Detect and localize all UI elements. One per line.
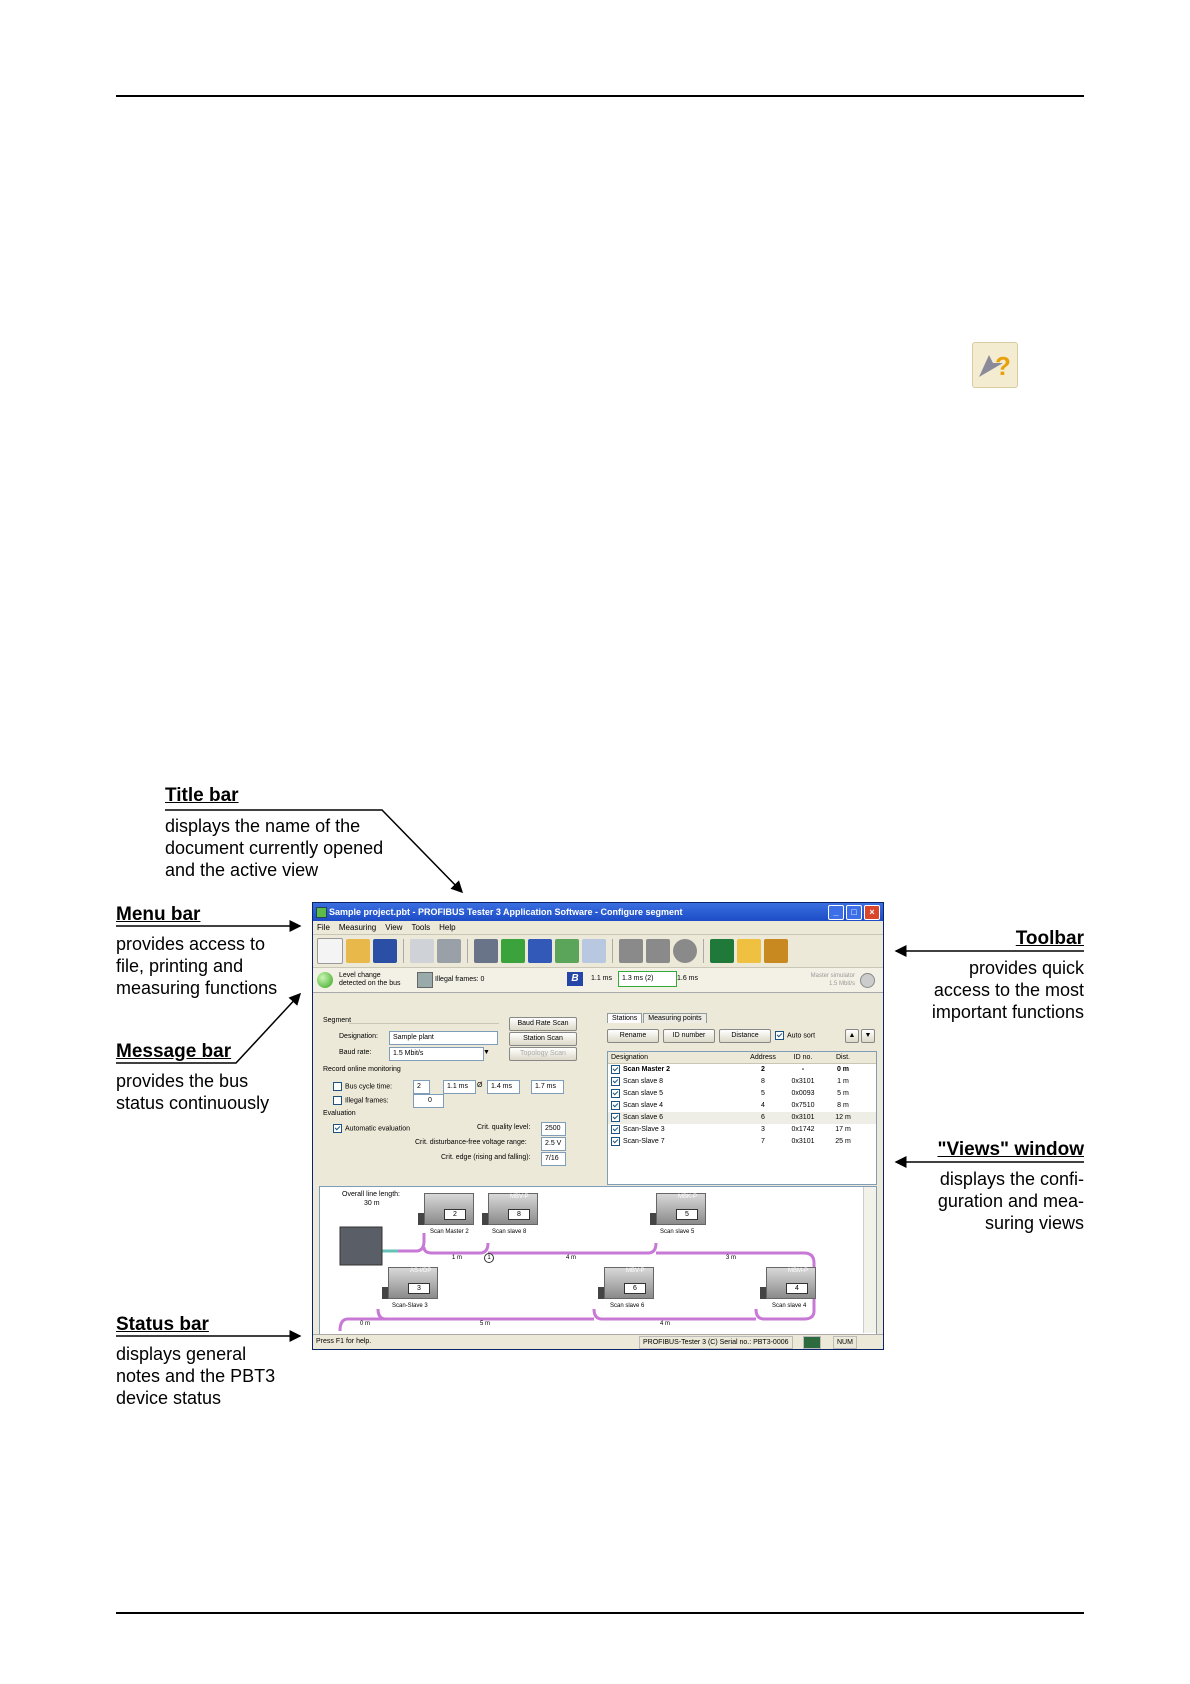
title-bar[interactable] — [313, 903, 883, 921]
new-icon[interactable] — [317, 938, 343, 964]
oscilloscope-icon[interactable] — [528, 939, 552, 963]
table-row[interactable]: Scan slave 5 5 0x0093 5 m — [608, 1088, 876, 1100]
device-scan-slave-3[interactable]: AS-i/DP 3 — [382, 1265, 436, 1305]
baud-rate-scan-button[interactable]: Baud Rate Scan — [509, 1017, 577, 1031]
chevron-down-icon[interactable]: ▼ — [483, 1049, 490, 1056]
cycle-min: 1.1 ms — [591, 975, 613, 982]
level-change-text-2: detected on the bus — [339, 980, 401, 987]
message-bar — [313, 968, 883, 993]
device-status-icon — [803, 1336, 821, 1349]
illegal-frames-value: 0 — [413, 1094, 444, 1108]
distance-label: 4 m — [660, 1321, 671, 1327]
tab-stations[interactable]: Stations — [607, 1013, 642, 1023]
device-name: Scan slave 5 — [660, 1229, 695, 1235]
device-name: Scan Master 2 — [430, 1229, 469, 1235]
minimize-button[interactable]: _ — [828, 905, 844, 920]
master-simulator: Master simulator 1.5 Mbit/s — [810, 973, 855, 987]
title-bar-heading: Title bar — [165, 785, 239, 806]
bus-cable — [320, 1187, 860, 1335]
crit-quality-input[interactable]: 2500 — [541, 1122, 566, 1136]
bus-cycle-checkbox[interactable] — [333, 1082, 342, 1091]
print-preview-icon[interactable] — [410, 939, 434, 963]
toolbar-heading: Toolbar — [1015, 928, 1084, 949]
illegal-frames-label: Illegal frames: — [333, 1096, 389, 1105]
col-id[interactable]: ID no. — [793, 1054, 813, 1061]
table-row[interactable]: Scan-Slave 3 3 0x1742 17 m — [608, 1124, 876, 1136]
segment-section: Segment — [323, 1017, 352, 1024]
status-help-text: Press F1 for help. — [316, 1338, 372, 1345]
max-value: 1.7 ms — [531, 1080, 564, 1094]
station-scan-button[interactable]: Station Scan — [509, 1032, 577, 1046]
device-scan-slave-8[interactable]: MBV-P 8 — [482, 1191, 536, 1231]
window-title: Sample project.pbt - PROFIBUS Tester 3 Application Software - Configure segment — [329, 907, 683, 917]
auto-eval-label: Automatic evaluation — [333, 1124, 410, 1133]
probe-icon[interactable] — [619, 939, 643, 963]
bus-rec-icon: B — [567, 972, 583, 986]
menu-measuring[interactable]: Measuring — [338, 923, 377, 932]
message-bar-desc: provides the bus status continuously — [116, 1071, 270, 1113]
status-bar-desc: displays general notes and the PBT3 device status — [116, 1344, 276, 1408]
evaluation-section: Evaluation — [323, 1110, 356, 1117]
menu-tools[interactable]: Tools — [411, 923, 431, 932]
menu-view[interactable]: View — [385, 923, 403, 932]
device-name: Scan slave 8 — [492, 1229, 527, 1235]
save-icon[interactable] — [373, 939, 397, 963]
distance-label: 0 m — [360, 1321, 371, 1327]
stop-icon[interactable] — [673, 939, 697, 963]
status-device: PROFIBUS-Tester 3 (C) Serial no.: PBT3-0006 — [639, 1336, 793, 1349]
menu-bar-desc: provides access to file, printing and measuring functions — [116, 934, 278, 998]
baud-rate-select[interactable]: 1.5 Mbit/s — [389, 1047, 484, 1061]
help-toolbar-icon[interactable] — [737, 939, 761, 963]
move-down-button[interactable]: ▼ — [861, 1029, 875, 1043]
context-help-icon[interactable] — [764, 939, 788, 963]
distance-label: 4 m — [566, 1255, 577, 1261]
statistics-icon[interactable] — [555, 939, 579, 963]
table-row[interactable]: Scan slave 4 4 0x7510 8 m — [608, 1100, 876, 1112]
print-icon[interactable] — [437, 939, 461, 963]
id-number-button[interactable]: ID number — [663, 1029, 715, 1043]
crit-edge-label: Crit. edge (rising and falling): — [441, 1154, 531, 1161]
designation-input[interactable]: Sample plant — [389, 1031, 498, 1045]
views-window-heading: "Views" window — [937, 1139, 1084, 1160]
menu-file[interactable]: File — [317, 923, 330, 932]
distance-button[interactable]: Distance — [719, 1029, 771, 1043]
overall-length-label: Overall line length: — [342, 1191, 400, 1198]
rename-button[interactable]: Rename — [607, 1029, 659, 1043]
record-section: Record online monitoring — [323, 1066, 401, 1073]
stations-list — [607, 1051, 877, 1185]
overall-length-value: 30 m — [364, 1200, 380, 1207]
device-scan-slave-5[interactable]: MBK-P 5 — [650, 1191, 704, 1231]
status-num: NUM — [833, 1336, 857, 1349]
device-name: Scan slave 6 — [610, 1303, 645, 1309]
topology-view — [319, 1186, 877, 1336]
col-address[interactable]: Address — [750, 1054, 776, 1061]
maximize-button[interactable]: □ — [846, 905, 862, 920]
auto-sort-label: Auto sort — [775, 1031, 815, 1040]
message-bar-heading: Message bar — [116, 1041, 232, 1062]
crit-voltage-label: Crit. disturbance-free voltage range: — [415, 1139, 527, 1146]
svg-text:?: ? — [995, 351, 1011, 381]
measuring-point-marker[interactable]: 1 — [484, 1253, 494, 1263]
table-row[interactable]: Scan slave 8 8 0x3101 1 m — [608, 1076, 876, 1088]
baud-rate-label: Baud rate: — [339, 1049, 372, 1056]
table-row[interactable]: Scan-Slave 7 7 0x3101 25 m — [608, 1136, 876, 1148]
topology-scan-button[interactable]: Topology Scan — [509, 1047, 577, 1061]
tab-measuring-points[interactable]: Measuring points — [643, 1013, 706, 1023]
designation-label: Designation: — [339, 1033, 378, 1040]
app-icon — [316, 907, 327, 918]
level-change-text: Level change — [339, 972, 381, 979]
rec-icon — [417, 972, 433, 988]
configure-segment-icon[interactable] — [474, 939, 498, 963]
views-window-desc: displays the confi- guration and mea- suring views — [937, 1169, 1084, 1233]
status-bar-heading: Status bar — [116, 1314, 209, 1335]
stations-panel — [607, 1013, 877, 1183]
device-name: Scan slave 4 — [772, 1303, 807, 1309]
bar-graph-icon[interactable] — [501, 939, 525, 963]
rec-count: 2 — [413, 1080, 430, 1094]
table-row[interactable]: Scan Master 2 2 - 0 m — [608, 1064, 876, 1076]
illegal-frames-text: Illegal frames: 0 — [435, 976, 485, 983]
distance-label: 5 m — [480, 1321, 491, 1327]
crit-voltage-input[interactable]: 2.5 V — [541, 1137, 566, 1151]
bus-cycle-label: Bus cycle time: — [333, 1082, 392, 1091]
device-name: Scan-Slave 3 — [392, 1303, 428, 1309]
menu-help[interactable]: Help — [439, 923, 456, 932]
cycle-max: 1.6 ms — [677, 975, 699, 982]
vertical-scrollbar[interactable] — [863, 1187, 876, 1333]
device-scan-slave-4[interactable]: MBM-P 4 — [760, 1265, 814, 1305]
avg-symbol: Ø — [477, 1082, 483, 1089]
min-value: 1.1 ms — [443, 1080, 476, 1094]
distance-label: 1 m — [452, 1255, 463, 1261]
open-icon[interactable] — [346, 939, 370, 963]
crit-edge-input[interactable]: 7/16 — [541, 1152, 566, 1166]
device-scan-master-2[interactable]: 2 — [418, 1191, 472, 1231]
toolbar-desc: provides quick access to the most important functions — [931, 958, 1084, 1022]
auto-sort-checkbox[interactable] — [775, 1031, 784, 1040]
table-row[interactable]: Scan slave 6 6 0x3101 12 m — [608, 1112, 876, 1124]
distance-label: 3 m — [726, 1255, 737, 1261]
topology-icon[interactable] — [646, 939, 670, 963]
pbt3-device-icon[interactable] — [710, 939, 734, 963]
crit-quality-label: Crit. quality level: — [477, 1124, 531, 1131]
device-scan-slave-6[interactable]: MBV-P 6 — [598, 1265, 652, 1305]
close-button[interactable]: × — [864, 905, 880, 920]
title-bar-desc: displays the name of the document currently opened and the active view — [165, 816, 384, 880]
illegal-frames-checkbox[interactable] — [333, 1096, 342, 1105]
auto-eval-checkbox[interactable] — [333, 1124, 342, 1133]
menu-bar — [313, 921, 883, 935]
toolbar — [313, 935, 883, 968]
trend-icon[interactable] — [582, 939, 606, 963]
app-window — [312, 902, 884, 1350]
col-designation[interactable]: Designation — [611, 1054, 648, 1061]
status-bar — [313, 1334, 883, 1349]
avg-value: 1.4 ms — [487, 1080, 520, 1094]
move-up-button[interactable]: ▲ — [845, 1029, 859, 1043]
cycle-avg: 1.3 ms (2) — [618, 971, 677, 987]
menu-bar-heading: Menu bar — [116, 904, 201, 925]
power-icon[interactable] — [860, 973, 875, 988]
col-dist[interactable]: Dist. — [836, 1054, 850, 1061]
bus-led-icon — [317, 972, 333, 988]
